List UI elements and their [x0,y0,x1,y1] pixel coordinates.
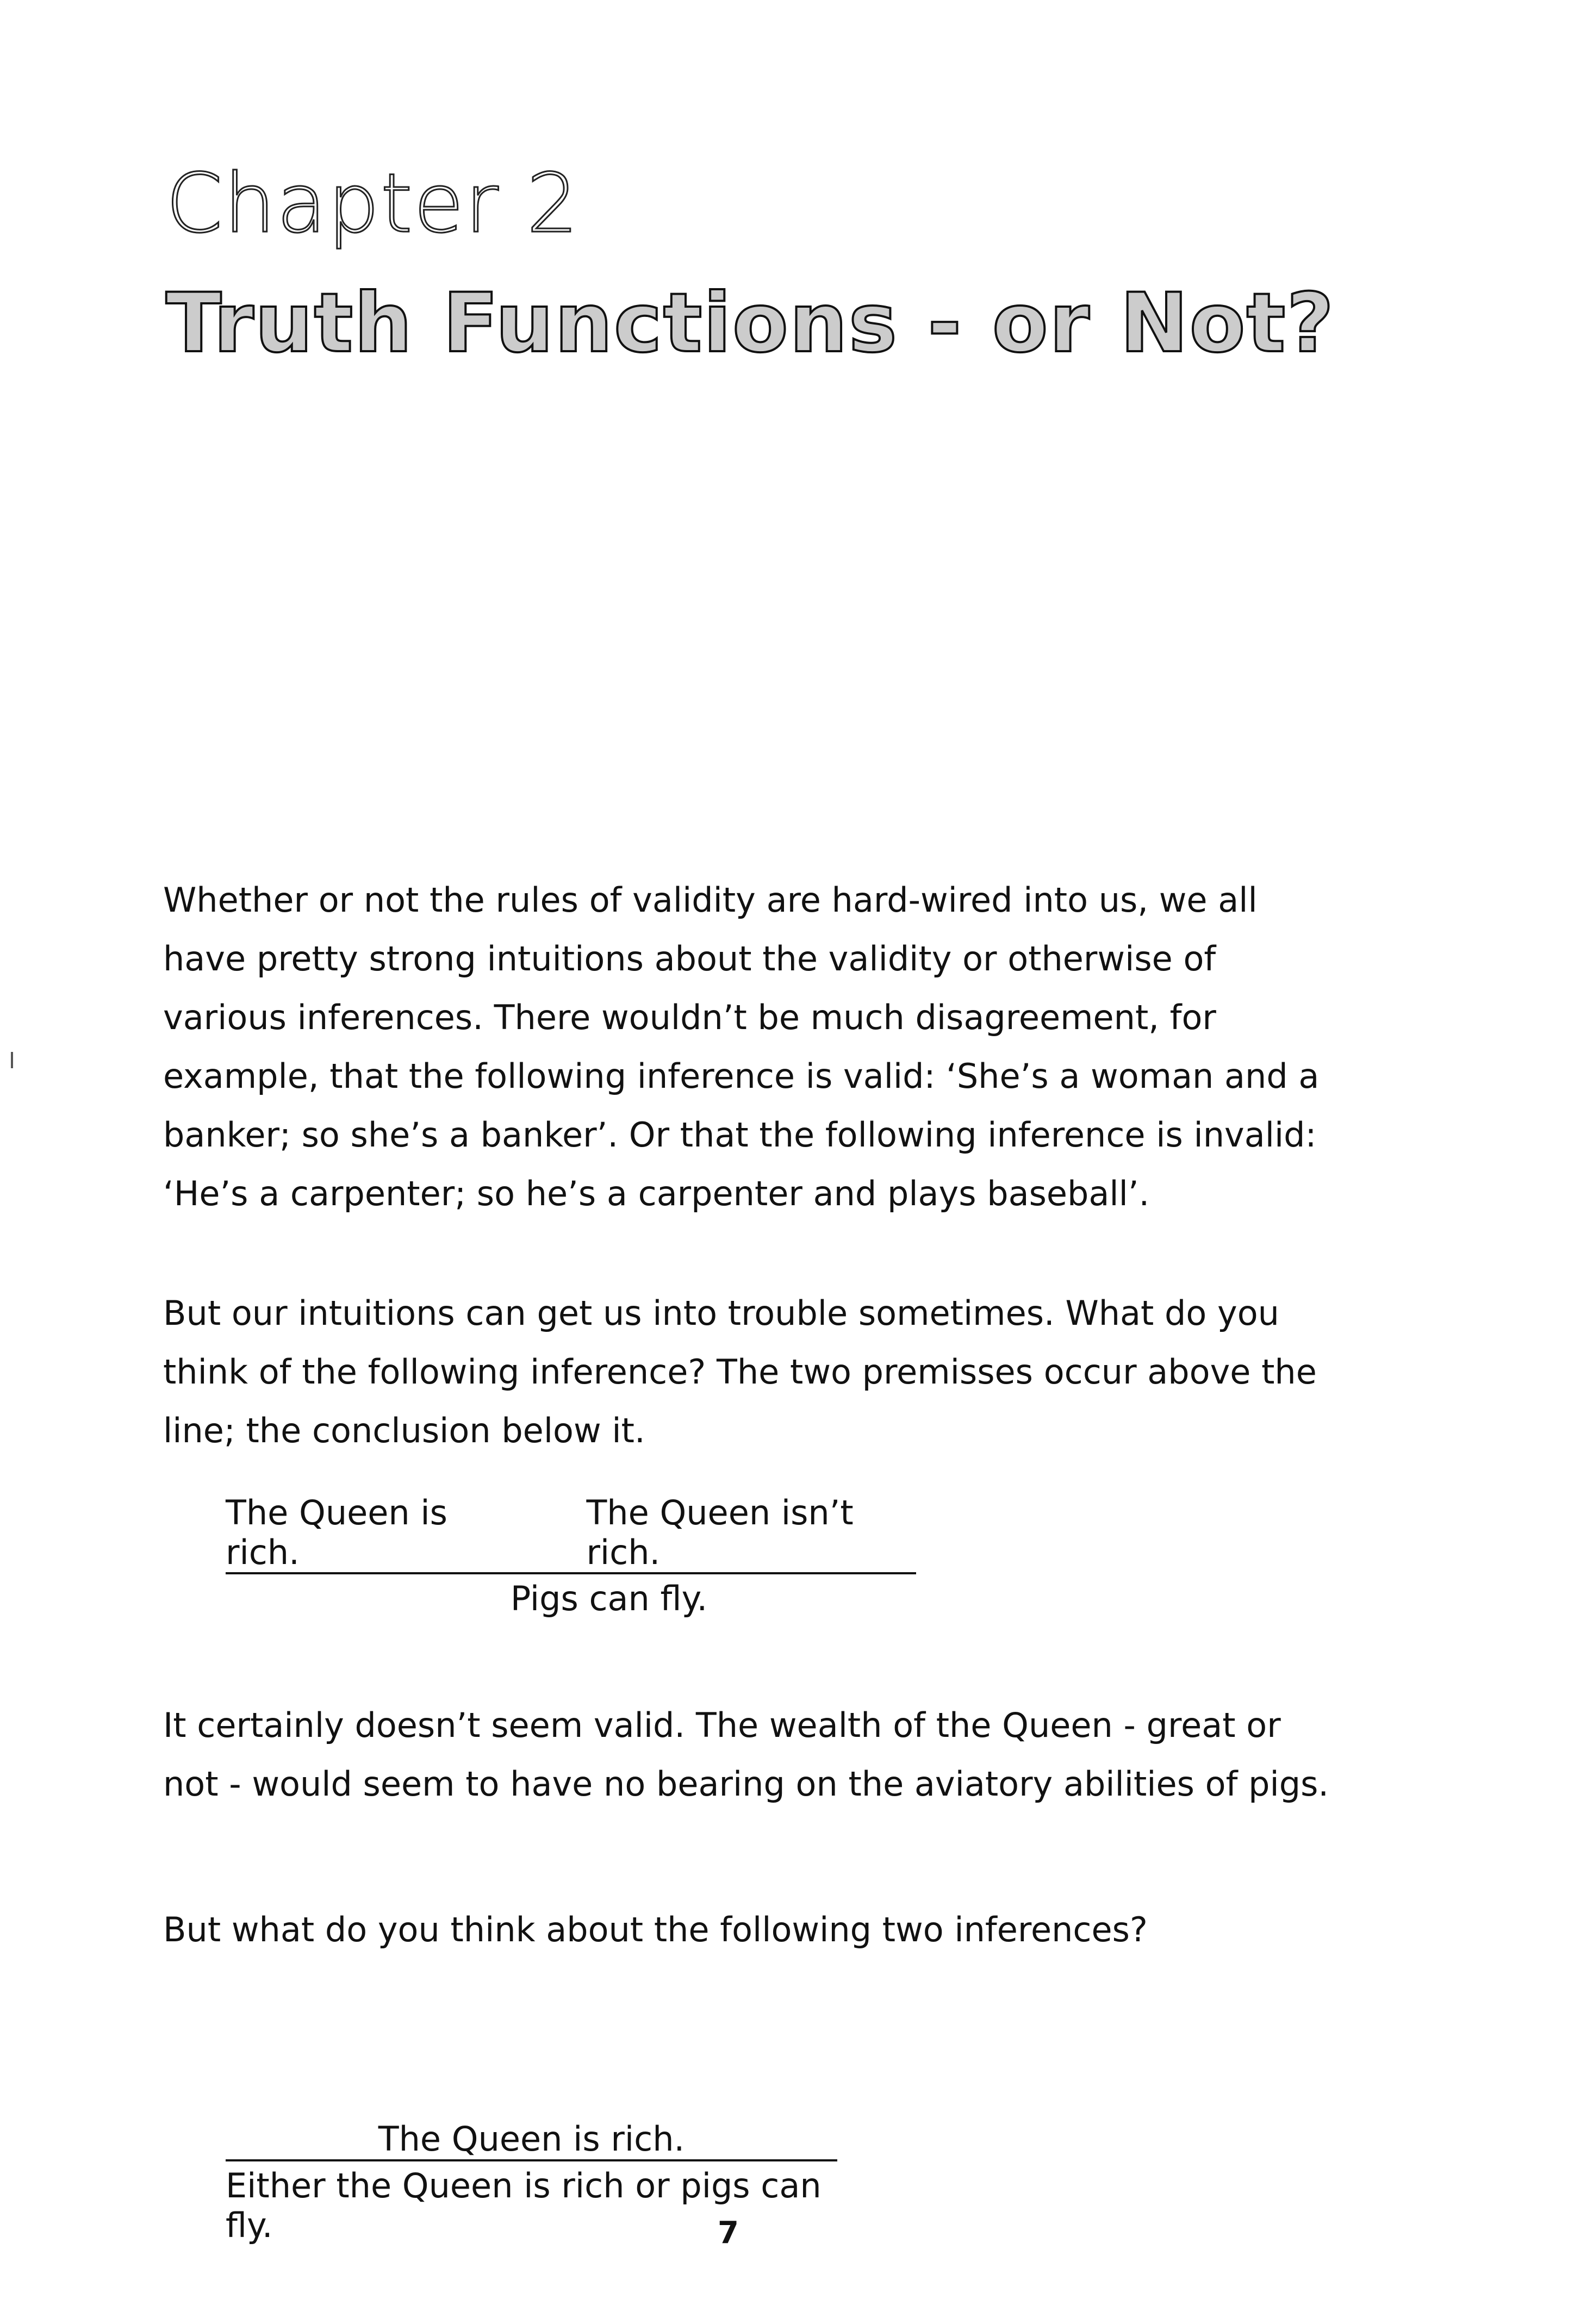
chapter-title: Truth Functions - or Not? [166,276,1335,371]
inference-1-premise-1: The Queen is rich. [226,1493,447,1572]
inference-2-premise: The Queen is rich. [378,2119,685,2159]
inference-1-premises [226,1493,916,1572]
paragraph-4: But what do you think about the following two inferences? [163,1910,1148,1949]
chapter-label: Chapter 2 [166,157,580,251]
inference-1 [226,1493,916,1618]
inference-2 [226,2109,837,2245]
paragraph-2: But our intuitions can get us into trouble sometimes. What do you think of the following inference? The two premisses occur above the line; the conclusion below it. [163,1293,1317,1450]
paragraph-3: It certainly doesn’t seem valid. The wealth of the Queen - great or not - would seem to have no bearing on the aviatory abilities of pigs. [163,1705,1329,1804]
page-number: 7 [718,2215,739,2251]
inference-1-conclusion: Pigs can fly. [510,1579,708,1618]
margin-mark [11,1052,13,1068]
paragraph-1: Whether or not the rules of validity are hard-wired into us, we all have pretty strong intuitions about the validity or otherwise of various inferences. There wouldn’t be much disagreement, for example, that the following inference is valid: ‘She’s a woman and a banker; so she’s a banker’. Or that the following inference is invalid: ‘He’s a carpenter; so he’s a carpenter and plays baseball’. [163,880,1320,1213]
inference-2-conclusion: Either the Queen is rich or pigs can fly. [226,2166,822,2245]
inference-1-premise-2: The Queen isn’t rich. [586,1493,854,1572]
